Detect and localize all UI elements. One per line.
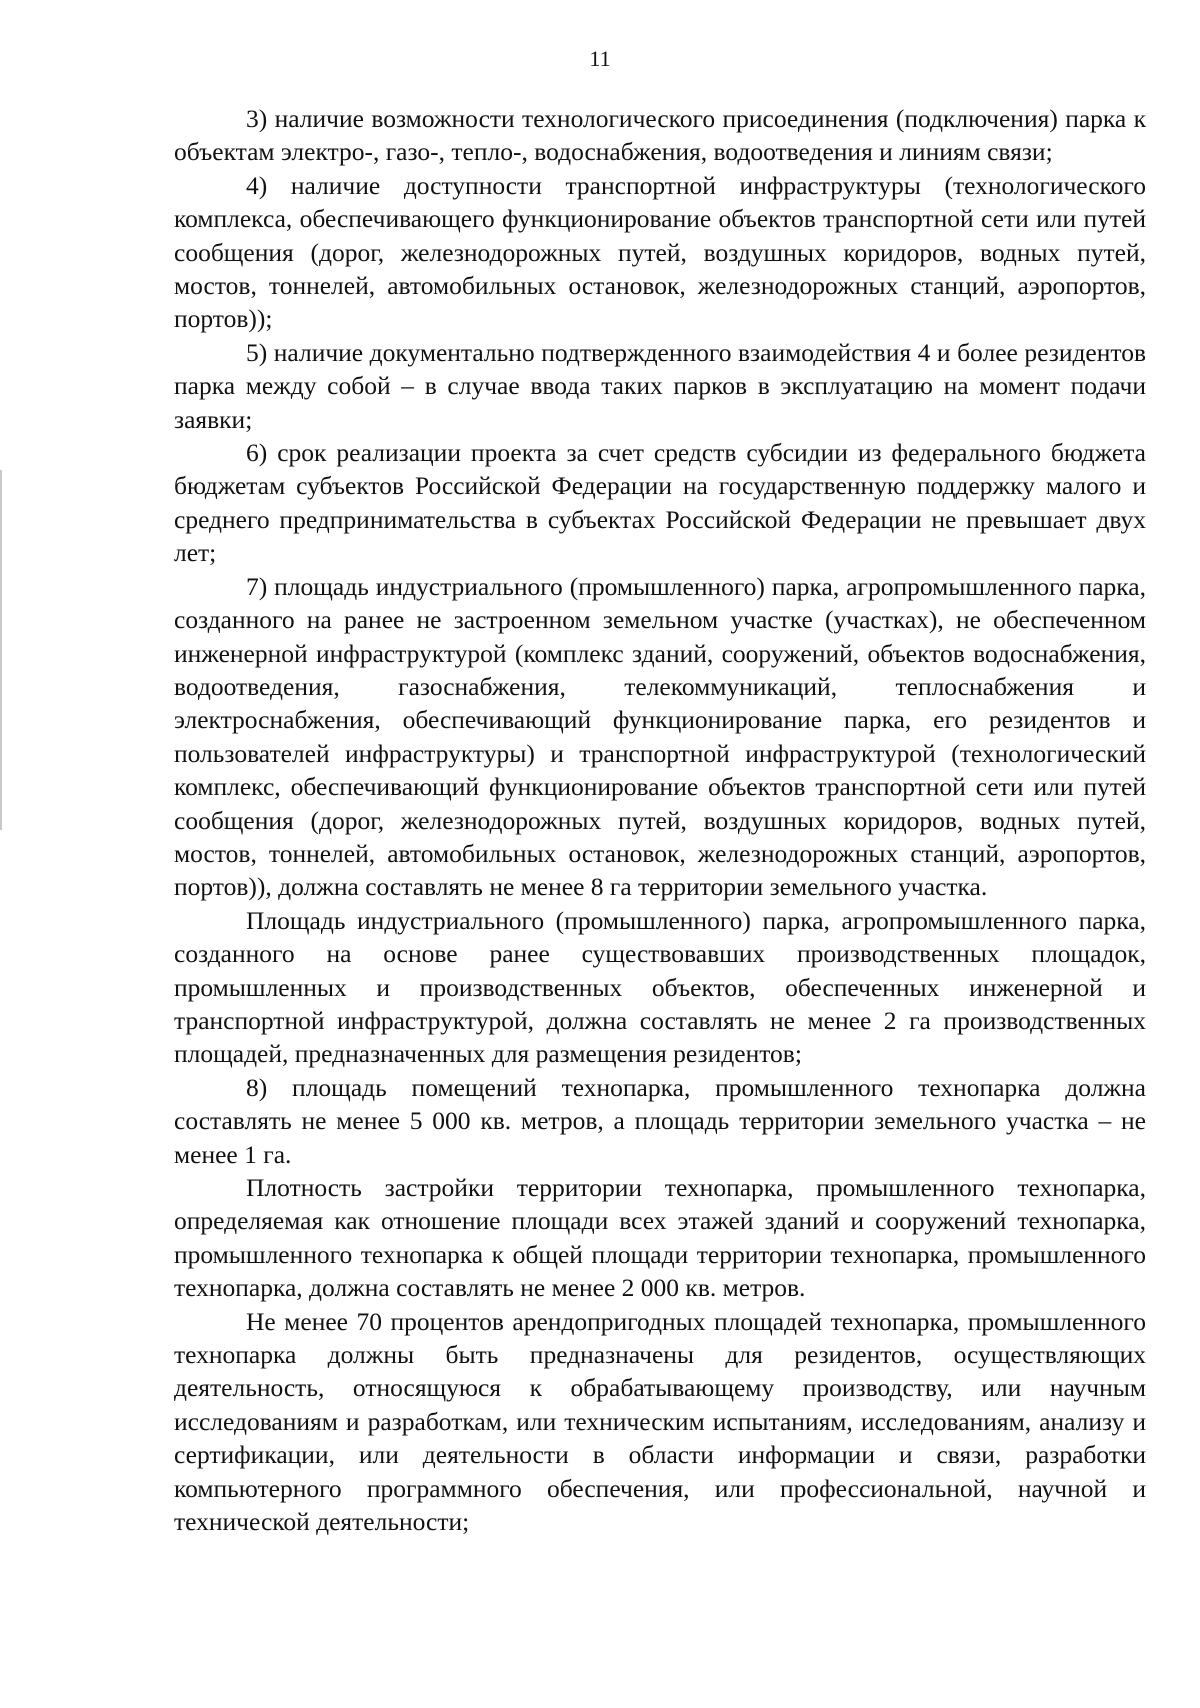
paragraph-rentable-area-share: Не менее 70 процентов арендопригодных площадей технопарка, промышленного технопарка должны быть предназначены для резидентов, осуществляющих деятельность, относящуюся к обрабатывающему производству, или научным исследованиям и разработкам, или техническим испытаниям, исследованиям, анализу и сертификации, или деятельности в области информации и связи, разработки компьютерного программного обеспечения, или профессиональной, научной и технической деятельности; xyxy=(174,1306,1146,1537)
paragraph-item-3: 3) наличие возможности технологического присоединения (подключения) парка к объектам электро-, газо-, тепло-, водоснабжения, водоотведения и линиям связи; xyxy=(174,104,1146,167)
paragraph-item-7: 7) площадь индустриального (промышленного) парка, агропромышленного парка, созданного на ранее не застроенном земельном участке (участках), не обеспеченном инженерной инфраструктурой (комплекс зданий, сооружений, объектов водоснабжения, водоотведения, газоснабжения, телекоммуникаций, теплоснабжения и электроснабжения, обеспечивающий функционирование парка, его резидентов и пользователей инфраструктуры) и транспортной инфраструктурой (технологический комплекс, обеспечивающий функционирование объектов транспортной сети или путей сообщения (дорог, железнодорожных путей, воздушных коридоров, водных путей, мостов, тоннелей, автомобильных остановок, железнодорожных станций, аэропортов, портов)), должна составлять не менее 8 га территории земельного участка. xyxy=(174,571,1146,902)
paragraph-item-4: 4) наличие доступности транспортной инфраструктуры (технологического комплекса, обеспечивающего функционирование объектов транспортной сети или путей сообщения (дорог, железнодорожных путей, воздушных коридоров, водных путей, мостов, тоннелей, автомобильных остановок, железнодорожных станций, аэропортов, портов)); xyxy=(174,170,1146,334)
paragraph-building-density: Плотность застройки территории технопарка, промышленного технопарка, определяемая как отношение площади всех этажей зданий и сооружений технопарка, промышленного технопарка к общей площади территории технопарка, промышленного технопарка, должна составлять не менее 2 000 кв. метров. xyxy=(174,1173,1146,1303)
page-number: 11 xyxy=(589,46,611,71)
paragraph-item-8: 8) площадь помещений технопарка, промышленного технопарка должна составлять не менее 5 000 кв. метров, а площадь территории земельного участка – не менее 1 га. xyxy=(174,1072,1146,1169)
paragraph-item-5: 5) наличие документально подтвержденного взаимодействия 4 и более резидентов парка между собой – в случае ввода таких парков в эксплуатацию на момент подачи заявки; xyxy=(174,337,1146,434)
paragraph-item-6: 6) срок реализации проекта за счет средств субсидии из федерального бюджета бюджетам субъектов Российской Федерации на государственную поддержку малого и среднего предпринимательства в субъектах Российской Федерации не превышает двух лет; xyxy=(174,438,1146,568)
scan-edge-shadow xyxy=(0,470,2,830)
paragraph-industrial-park-area: Площадь индустриального (промышленного) парка, агропромышленного парка, созданного на основе ранее существовавших производственных площадок, промышленных и производственных объектов, обеспеченных инженерной и транспортной инфраструктурой, должна составлять не менее 2 га производственных площадей, предназначенных для размещения резидентов; xyxy=(174,905,1146,1069)
document-body xyxy=(174,102,1146,1538)
